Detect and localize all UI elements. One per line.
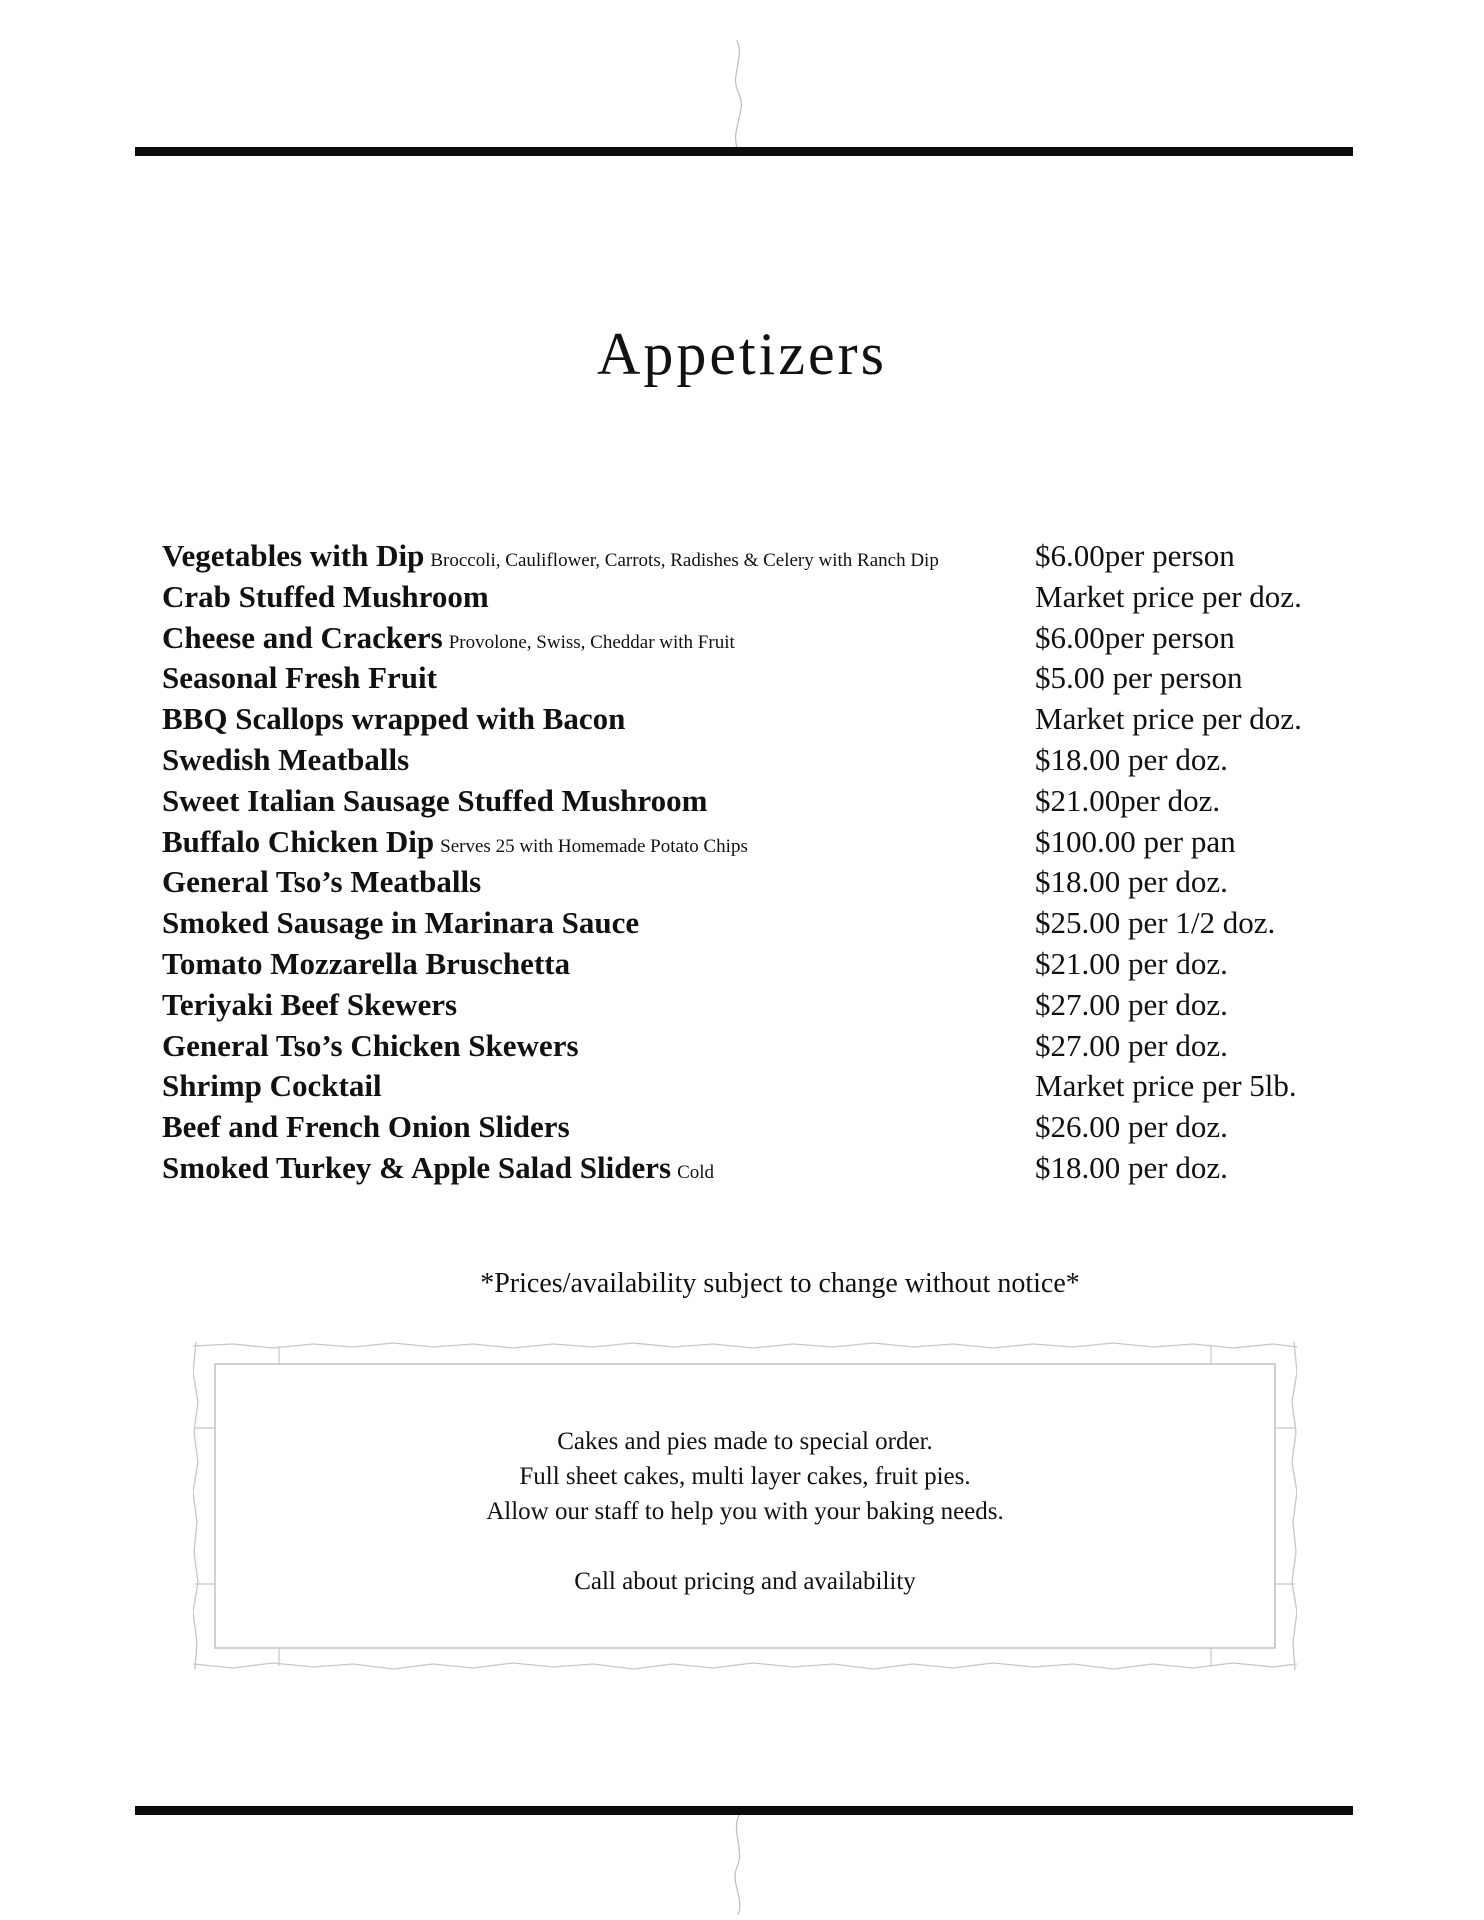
item-description: Broccoli, Cauliflower, Carrots, Radishes & Celery with Ranch Dip	[430, 550, 939, 571]
spacer	[193, 1529, 1297, 1564]
item-name: Tomato Mozzarella Bruschetta	[162, 945, 571, 981]
menu-item	[162, 740, 1352, 781]
item-name: BBQ Scallops wrapped with Bacon	[162, 701, 626, 737]
item-name: Sweet Italian Sausage Stuffed Mushroom	[162, 782, 708, 818]
bakery-message	[193, 1424, 1297, 1599]
menu-item	[162, 618, 1352, 659]
item-price: $18.00 per doz.	[1035, 741, 1228, 777]
item-price: $26.00 per doz.	[1035, 1109, 1228, 1145]
menu-item	[162, 536, 1352, 577]
item-price: $6.00per person	[1035, 619, 1235, 655]
item-name: General Tso’s Chicken Skewers	[162, 1027, 579, 1063]
menu-item	[162, 1107, 1352, 1148]
page-title: Appetizers	[597, 321, 887, 388]
item-name: Shrimp Cocktail	[162, 1068, 382, 1104]
item-name: Crab Stuffed Mushroom	[162, 578, 489, 614]
item-price: $21.00 per doz.	[1035, 945, 1228, 981]
item-price: Market price per doz.	[1035, 578, 1302, 614]
item-price: $5.00 per person	[1035, 660, 1243, 696]
menu-item	[162, 1148, 1352, 1189]
item-name: Beef and French Onion Sliders	[162, 1109, 570, 1145]
bakery-line: Full sheet cakes, multi layer cakes, fruit pies.	[519, 1463, 971, 1490]
item-price: $18.00 per doz.	[1035, 1149, 1228, 1185]
menu-item	[162, 822, 1352, 863]
menu-item	[162, 944, 1352, 985]
item-name: Smoked Sausage in Marinara Sauce	[162, 905, 640, 941]
item-price: Market price per doz.	[1035, 701, 1302, 737]
item-price: Market price per 5lb.	[1035, 1068, 1297, 1104]
bottom-ornament	[725, 1815, 755, 1915]
menu-item	[162, 903, 1352, 944]
item-description: Serves 25 with Homemade Potato Chips	[440, 835, 748, 857]
top-rule	[135, 147, 1353, 156]
bakery-line: Cakes and pies made to special order.	[557, 1428, 933, 1455]
item-name: Swedish Meatballs	[162, 741, 410, 777]
bakery-line: Call about pricing and availability	[574, 1568, 916, 1595]
item-price: $21.00per doz.	[1035, 782, 1221, 818]
menu-item	[162, 658, 1352, 699]
bakery-line: Allow our staff to help you with your baking needs.	[486, 1498, 1004, 1525]
menu-item	[162, 862, 1352, 903]
menu-item	[162, 985, 1352, 1026]
item-description: Provolone, Swiss, Cheddar with Fruit	[448, 631, 735, 653]
item-price: $27.00 per doz.	[1035, 1027, 1228, 1063]
top-ornament	[725, 40, 755, 148]
item-name: Smoked Turkey & Apple Salad Sliders	[162, 1149, 672, 1185]
item-name: Vegetables with Dip	[162, 538, 425, 573]
menu-item	[162, 1066, 1352, 1107]
bakery-box	[193, 1342, 1297, 1670]
item-price: $25.00 per 1/2 doz.	[1035, 905, 1276, 941]
price-notice: *Prices/availability subject to change without notice*	[480, 1268, 1080, 1299]
item-name: Cheese and Crackers	[162, 619, 443, 655]
item-name: Teriyaki Beef Skewers	[162, 986, 458, 1022]
item-name: Seasonal Fresh Fruit	[162, 660, 437, 696]
appetizer-menu	[162, 536, 1352, 1189]
menu-item	[162, 1026, 1352, 1067]
menu-item	[162, 699, 1352, 740]
item-price: $6.00per person	[1035, 538, 1235, 573]
item-name: Buffalo Chicken Dip	[162, 823, 435, 859]
item-name: General Tso’s Meatballs	[162, 864, 482, 900]
menu-item	[162, 781, 1352, 822]
item-description: Cold	[677, 1161, 715, 1183]
item-price: $100.00 per pan	[1035, 823, 1236, 859]
item-price: $18.00 per doz.	[1035, 864, 1228, 900]
bottom-rule	[135, 1806, 1353, 1815]
menu-item	[162, 577, 1352, 618]
item-price: $27.00 per doz.	[1035, 986, 1228, 1022]
